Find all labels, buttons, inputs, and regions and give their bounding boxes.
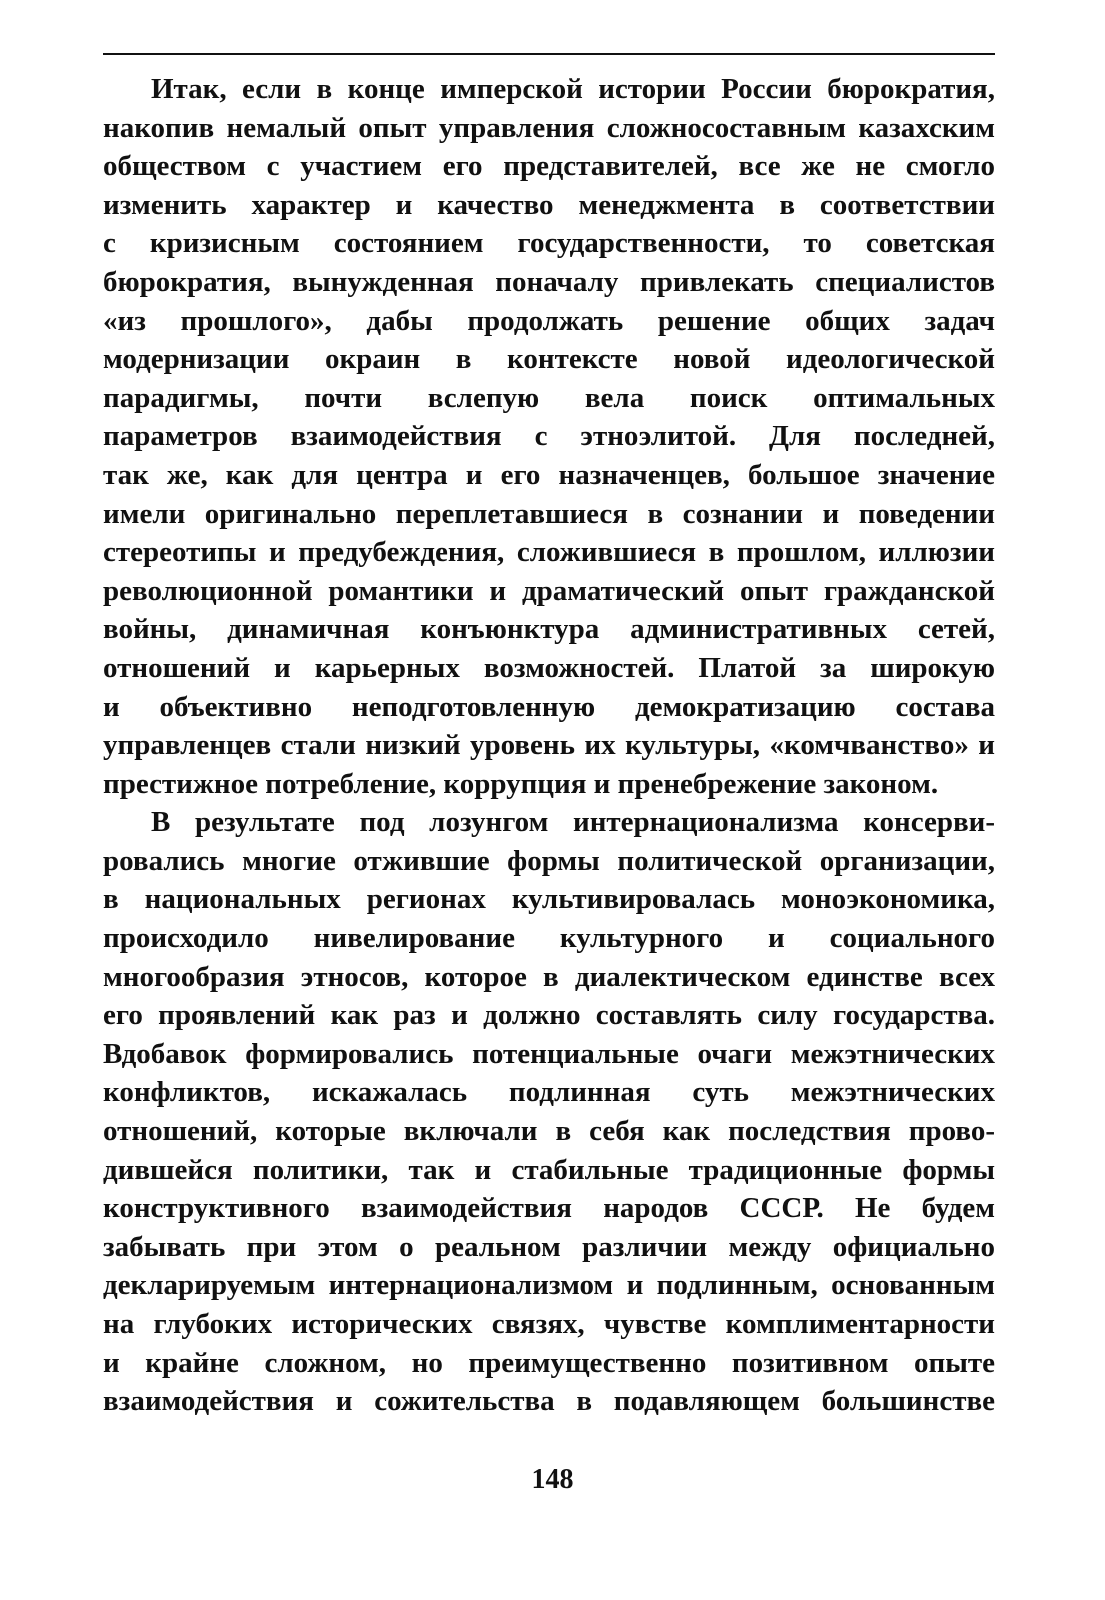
text-line: модернизации окраин в контексте новой идеологической <box>103 343 995 376</box>
text-line: войны, динамичная конъюнктура административных сетей, <box>103 613 995 646</box>
text-line: декларируемым интернационализмом и подлинным, основанным <box>103 1269 995 1302</box>
text-line: конфликтов, искажалась подлинная суть межэтнических <box>103 1076 995 1109</box>
text-line: и объективно неподготовленную демократизацию состава <box>103 690 995 723</box>
text-line: Итак, если в конце имперской истории России бюрократия, <box>151 73 995 105</box>
text-line: революционной романтики и драматический опыт гражданской <box>103 574 995 607</box>
text-line: управленцев стали низкий уровень их культуры, «комчванство» и <box>103 729 995 762</box>
text-line: отношений и карьерных возможностей. Платой за широкую <box>103 651 995 684</box>
text-line: имели оригинально переплетавшиеся в сознании и поведении <box>103 497 995 530</box>
body-text <box>103 70 995 1421</box>
text-line: взаимодействия и сожительства в подавляющем большинстве <box>103 1385 995 1418</box>
text-line: В результате под лозунгом интернационализма консерви- <box>151 806 995 839</box>
text-line: забывать при этом о реальном различии между официально <box>103 1230 995 1263</box>
text-line: многообразия этносов, которое в диалектическом единстве всех <box>103 960 995 993</box>
page-number: 148 <box>531 1464 574 1495</box>
text-line: параметров взаимодействия с этноэлитой. Для последней, <box>103 420 995 453</box>
text-line: «из прошлого», дабы продолжать решение общих задач <box>103 304 995 337</box>
text-line: стереотипы и предубеждения, сложившиеся в прошлом, иллюзии <box>103 536 995 569</box>
text-line: ровались многие отжившие формы политической организации, <box>103 844 995 877</box>
text-line: в национальных регионах культивировалась моноэкономика, <box>103 883 995 916</box>
text-line: парадигмы, почти вслепую вела поиск оптимальных <box>103 381 995 414</box>
text-line: конструктивного взаимодействия народов СССР. Не будем <box>103 1192 995 1225</box>
paragraph-2 <box>103 803 995 1421</box>
text-line: изменить характер и качество менеджмента в соответствии <box>103 188 995 221</box>
text-line: обществом с участием его представителей, все же не смогло <box>103 150 995 183</box>
text-line: его проявлений как раз и должно составлять силу государства. <box>103 999 995 1032</box>
paragraph-1 <box>103 70 995 803</box>
text-line: дившейся политики, так и стабильные традиционные формы <box>103 1153 995 1186</box>
text-line: на глубоких исторических связях, чувстве комплиментарности <box>103 1308 995 1340</box>
text-line: так же, как для центра и его назначенцев, большое значение <box>103 458 995 491</box>
text-line: и крайне сложном, но преимущественно позитивном опыте <box>103 1346 995 1379</box>
text-line: происходило нивелирование культурного и социального <box>103 922 995 955</box>
text-line: престижное потребление, коррупция и пренебрежение законом. <box>103 767 939 800</box>
text-line: Вдобавок формировались потенциальные очаги межэтнических <box>103 1037 995 1070</box>
text-line: с кризисным состоянием государственности, то советская <box>103 227 995 260</box>
header-rule <box>103 53 995 55</box>
text-line: отношений, которые включали в себя как последствия прово- <box>103 1115 995 1148</box>
text-line: накопив немалый опыт управления сложносоставным казахским <box>103 111 995 144</box>
text-line: бюрократия, вынужденная поначалу привлекать специалистов <box>103 265 995 298</box>
